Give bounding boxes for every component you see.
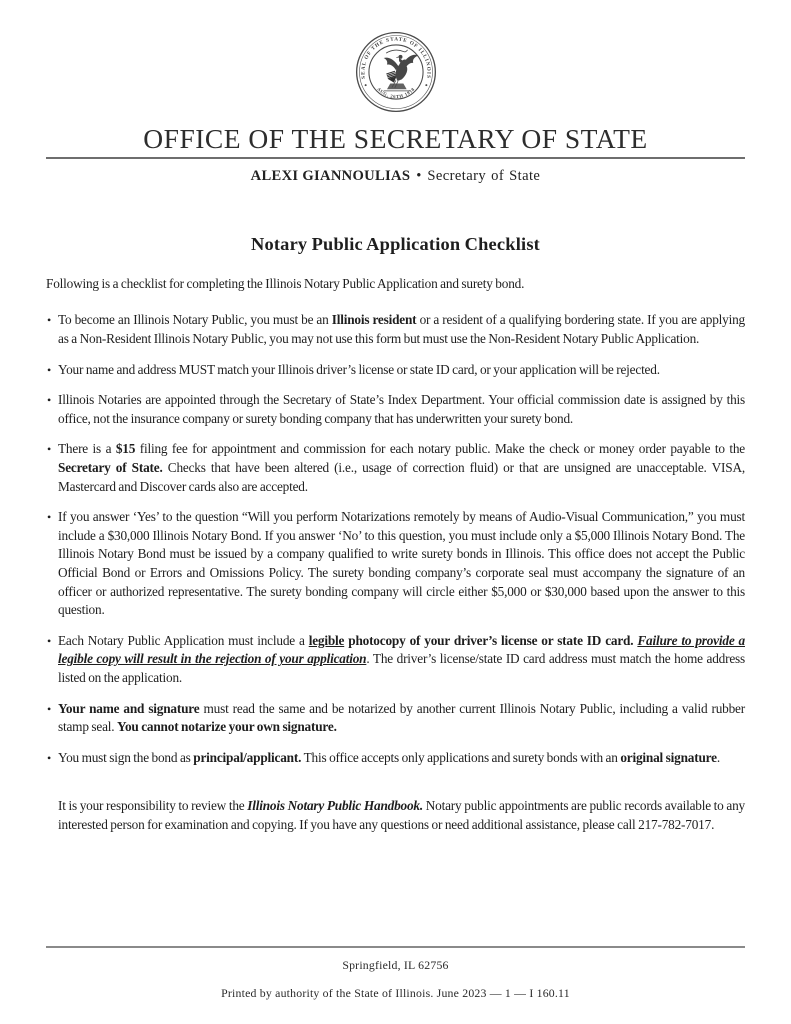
seal-bottom-text: AUG. 26TH 1818 bbox=[375, 86, 416, 100]
checklist-item bbox=[46, 311, 745, 348]
checklist-item bbox=[46, 440, 745, 496]
office-title: OFFICE OF THE SECRETARY OF STATE bbox=[143, 123, 648, 154]
checklist-item bbox=[46, 391, 745, 428]
checklist-item-text: Illinois Notaries are appointed through the Secretary of State’s Index Department. Your official commission date is assigned by this office, not the insurance company or surety bonding company that has underwritten your surety bond. bbox=[58, 392, 745, 426]
checklist-item-text: Each Notary Public Application must include a legible photocopy of your driver’s license or state ID card. Failure to provide a legible copy will result in the rejection of your application. The driver’s license/state ID card address must match the home address listed on the application. bbox=[58, 632, 745, 685]
closing-paragraph: It is your responsibility to review the Illinois Notary Public Handbook. Notary public appointments are public records available to any interested person for examination and copying. If you have any questions or need additional assistance, please call 217-782-7017. bbox=[58, 798, 745, 832]
checklist-item-text: There is a $15 filing fee for appointment and commission for each notary public. Make the check or money order payable to the Secretary of State. Checks that have been altered (i.e., usage of correction fluid) or that are unsigned are unacceptable. VISA, Mastercard and Discover cards also are accepted. bbox=[58, 441, 746, 494]
bullet-icon: • bbox=[47, 313, 52, 328]
document-body bbox=[46, 234, 745, 835]
officer-name: ALEXI GIANNOULIAS bbox=[250, 167, 411, 184]
bullet-icon: • bbox=[47, 701, 52, 716]
seal-right-dot-icon bbox=[425, 84, 427, 86]
footer-rule bbox=[46, 946, 745, 948]
checklist-item bbox=[46, 361, 745, 380]
illinois-state-seal bbox=[355, 31, 437, 113]
checklist-item-text: If you answer ‘Yes’ to the question “Will you perform Notarizations remotely by means of Audio-Visual Communication,” you must include a $30,000 Illinois Notary Bond. If you answer ‘No’ to this question, you must include only a $5,000 Illinois Notary Bond. The Illinois Notary Bond must be issued by a company qualified to write surety bonds in Illinois. This office does not accept the Public Official Bond or Errors and Omissions Policy. The surety bonding company’s corporate seal must accompany the signature of an officer or authorized representative. The surety bonding company will circle either $5,000 or $30,000 based upon the answer to this question. bbox=[58, 509, 745, 618]
page-footer bbox=[46, 946, 745, 1001]
seal-top-text: SEAL OF THE STATE OF ILLINOIS bbox=[359, 36, 432, 80]
checklist-item-text: To become an Illinois Notary Public, you must be an Illinois resident or a resident of a qualifying bordering state. If you are applying as a Non-Resident Illinois Notary Public, you may not use this form but must use the Non-Resident Notary Public Application. bbox=[58, 312, 745, 347]
checklist-item-text: You must sign the bond as principal/applicant. This office accepts only applications and surety bonds with an original signature. bbox=[58, 749, 720, 765]
footer-address: Springfield, IL 62756 bbox=[342, 958, 449, 972]
checklist-item bbox=[46, 508, 745, 620]
intro-paragraph: Following is a checklist for completing the Illinois Notary Public Application and surety bond. bbox=[46, 275, 525, 291]
checklist-item-text: Your name and address MUST match your Illinois driver’s license or state ID card, or your application will be rejected. bbox=[58, 361, 660, 377]
bullet-separator-icon: • bbox=[416, 167, 422, 184]
bullet-icon: • bbox=[47, 510, 52, 525]
checklist bbox=[46, 311, 745, 767]
eagle-emblem-icon bbox=[383, 50, 417, 91]
document-title: Notary Public Application Checklist bbox=[250, 233, 541, 254]
bullet-icon: • bbox=[47, 633, 52, 648]
footer-printed-by: Printed by authority of the State of Illinois. June 2023 — 1 — I 160.11 bbox=[221, 986, 570, 1000]
header-rule bbox=[46, 157, 745, 159]
checklist-item bbox=[46, 632, 745, 688]
officer-title: Secretary of State bbox=[427, 167, 541, 184]
seal-left-dot-icon bbox=[364, 84, 366, 86]
officer-line bbox=[46, 168, 745, 185]
bullet-icon: • bbox=[47, 442, 52, 457]
bullet-icon: • bbox=[47, 750, 52, 765]
bullet-icon: • bbox=[47, 393, 52, 408]
checklist-item bbox=[46, 700, 745, 737]
checklist-item bbox=[46, 749, 745, 768]
checklist-item-text: Your name and signature must read the same and be notarized by another current Illinois Notary Public, including a valid rubber stamp seal. You cannot notarize your own signature. bbox=[58, 700, 745, 735]
bullet-icon: • bbox=[47, 362, 52, 377]
